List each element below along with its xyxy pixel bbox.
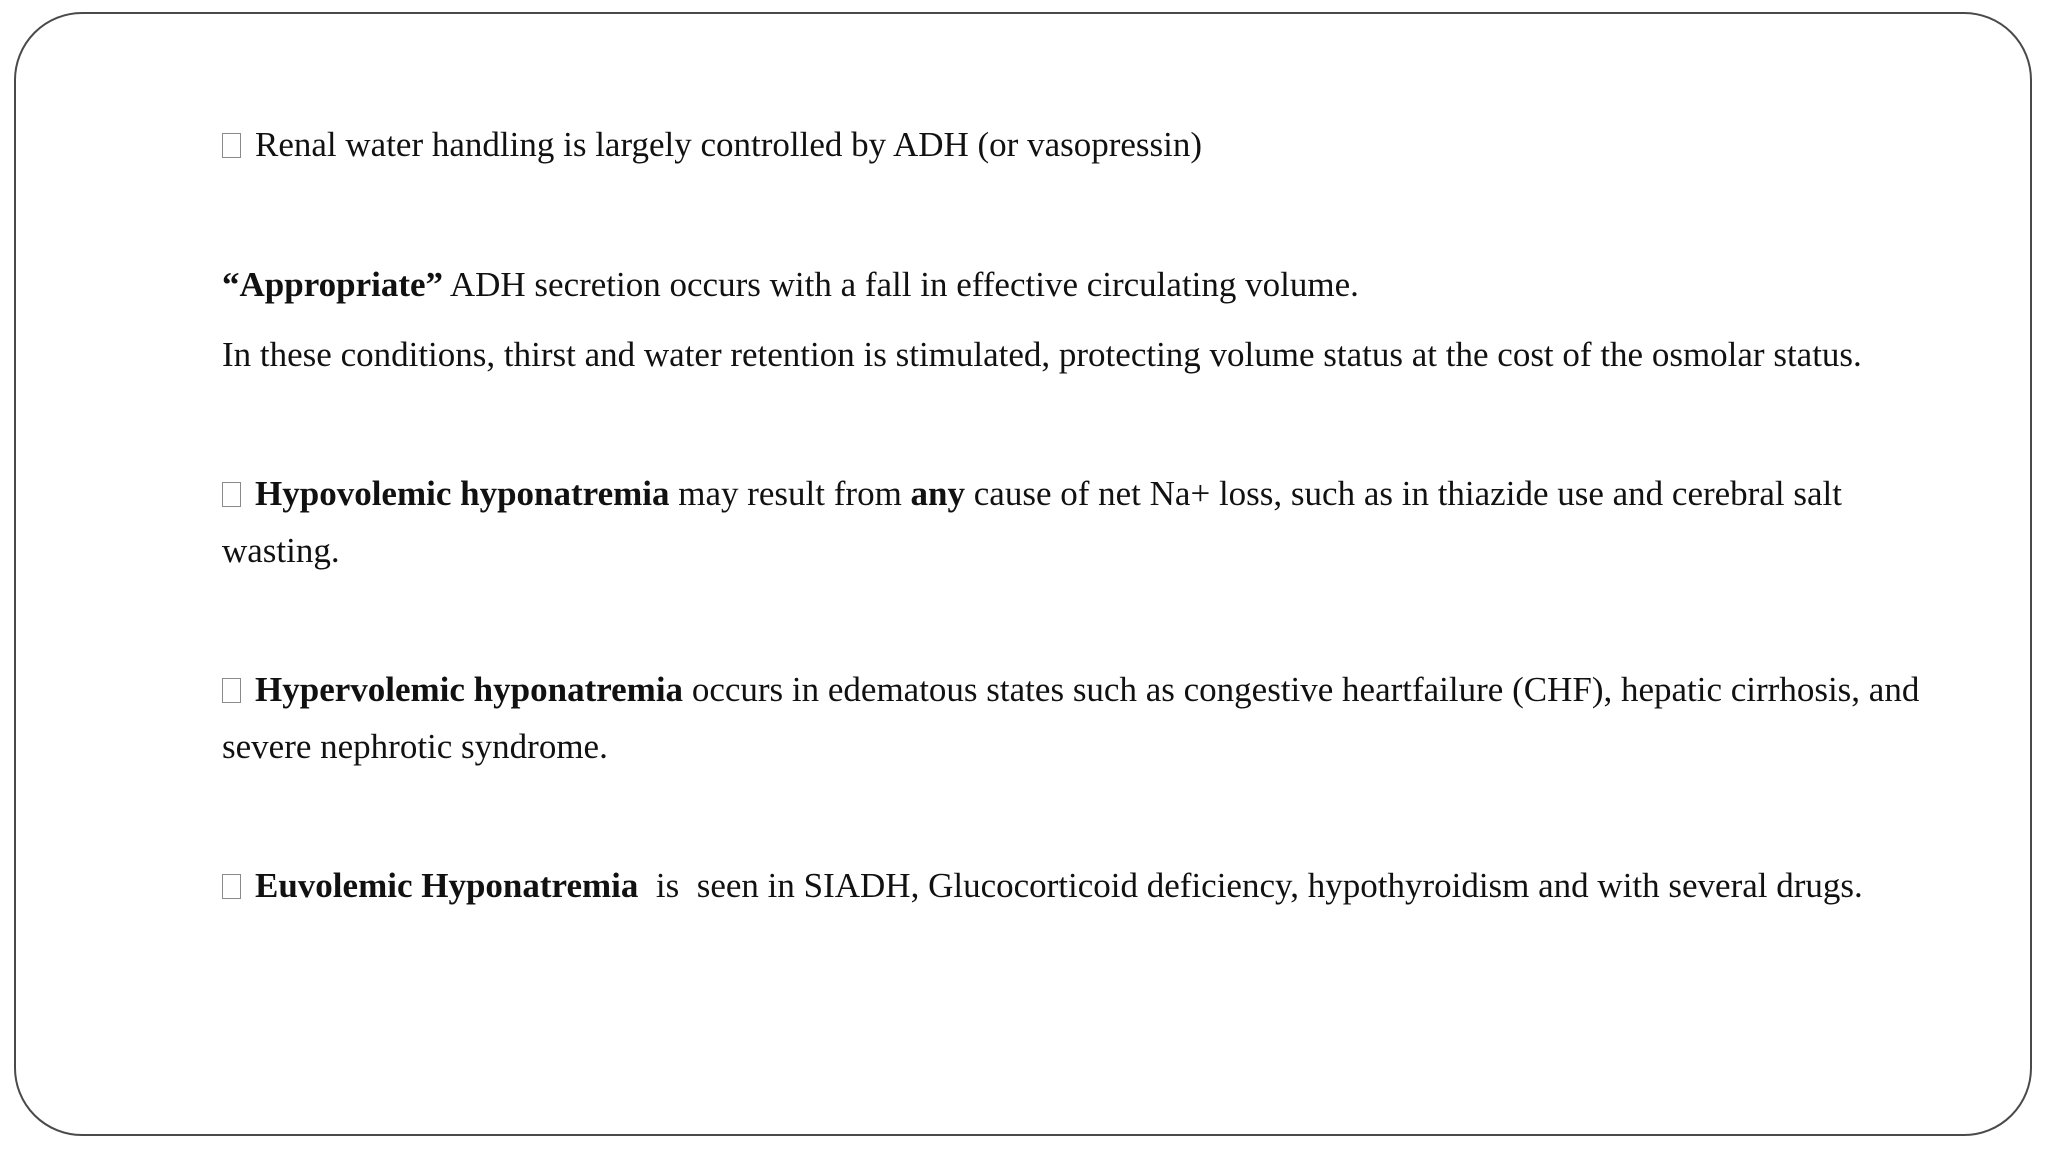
paragraph-text: is seen in SIADH, Glucocorticoid deficiency, hypothyroidism and with several drugs. xyxy=(638,866,1863,905)
missing-glyph-box-icon xyxy=(222,874,241,899)
bold-term: Euvolemic Hyponatremia xyxy=(255,866,639,905)
bold-term: “Appropriate” xyxy=(222,265,444,304)
paragraph-hypovolemic xyxy=(222,465,1942,579)
paragraph-hypervolemic xyxy=(222,661,1942,775)
paragraph-text: Renal water handling is largely controlled by ADH (or vasopressin) xyxy=(255,125,1203,164)
paragraph-text: In these conditions, thirst and water retention is stimulated, protecting volume status at the cost of the osmolar status. xyxy=(222,335,1862,374)
missing-glyph-box-icon xyxy=(222,482,241,507)
paragraph-renal-water xyxy=(222,116,1942,173)
paragraph-appropriate-adh xyxy=(222,256,1942,313)
paragraph-text: ADH secretion occurs with a fall in effective circulating volume. xyxy=(443,265,1359,304)
paragraph-euvolemic xyxy=(222,857,1942,914)
paragraph-text: cause of net Na+ loss, such as in thiazide use and cerebral salt wasting. xyxy=(222,474,1842,570)
missing-glyph-box-icon xyxy=(222,678,241,703)
missing-glyph-box-icon xyxy=(222,133,241,158)
paragraph-text: may result from xyxy=(669,474,911,513)
paragraph-conditions xyxy=(222,326,1942,383)
bold-term: Hypervolemic hyponatremia xyxy=(255,670,684,709)
bold-term: Hypovolemic hyponatremia xyxy=(255,474,670,513)
paragraph-text: occurs in edematous states such as congestive heartfailure (CHF), hepatic cirrhosis, and severe nephrotic syndrome. xyxy=(222,670,1920,766)
bold-term: any xyxy=(910,474,966,513)
